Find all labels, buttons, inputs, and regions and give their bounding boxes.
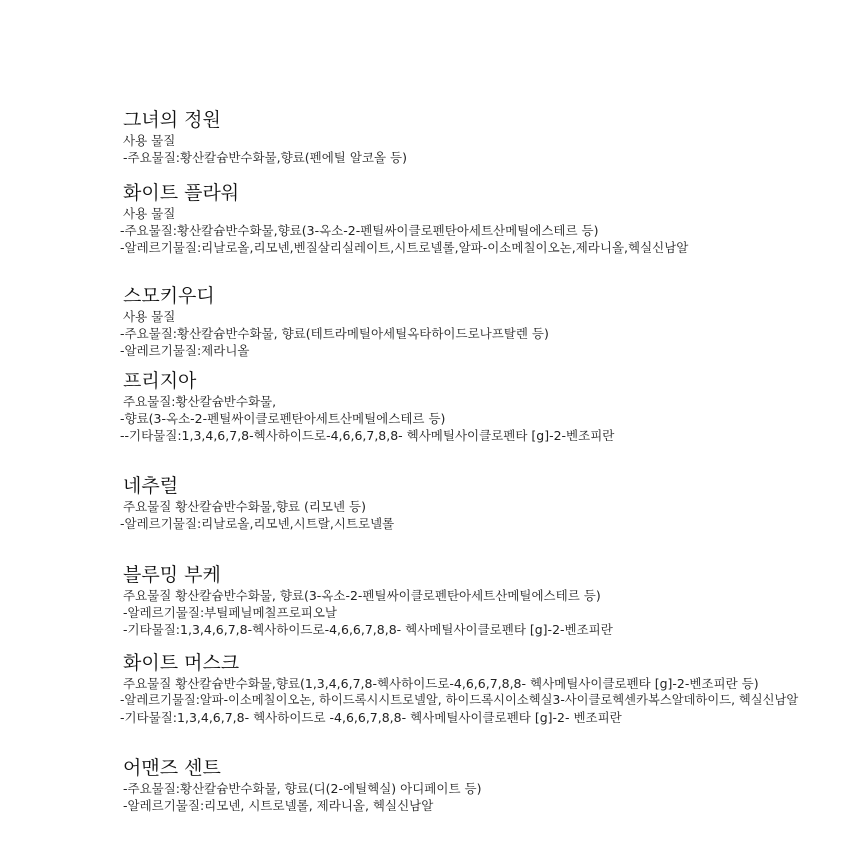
section-amens-scent	[0, 756, 860, 814]
section-line: -알레르기물질:알파-이소메칠이오논, 하이드록시시트로넬알, 하이드록시이소헥실3-사이클로헥센카복스알데하이드, 헥실신남알	[120, 693, 799, 707]
section-line: -알레르기물질:부틸페닐메칠프로피오날	[123, 605, 337, 620]
section-white-musk	[0, 651, 860, 726]
section-title: 네추럴	[123, 475, 179, 497]
section-her-garden	[0, 108, 860, 166]
section-line: 사용 물질	[123, 206, 176, 221]
section-line: 주요물질 황산칼슘반수화물, 향료(3-옥소-2-펜틸싸이클로펜탄아세트산메틸에스테르 등)	[123, 588, 601, 603]
section-line: -주요물질:황산칼슘반수화물, 향료(테트라메틸아세틸옥타하이드로나프탈렌 등)	[120, 326, 549, 341]
section-line: -주요물질:황산칼슘반수화물,향료(펜에틸 알코올 등)	[123, 150, 407, 165]
section-line: -기타물질:1,3,4,6,7,8- 헥사하이드로 -4,6,6,7,8,8- 헥사메틸사이클로펜타 [g]-2- 벤조피란	[120, 710, 622, 725]
section-line: 사용 물질	[123, 309, 176, 324]
section-title: 그녀의 정원	[123, 109, 221, 131]
section-line: --기타물질:1,3,4,6,7,8-헥사하이드로-4,6,6,7,8,8- 헥사메틸사이클로펜타 [g]-2-벤조피란	[120, 428, 615, 443]
section-title: 화이트 플라워	[123, 182, 240, 204]
section-title: 어맨즈 센트	[123, 757, 221, 779]
section-line: -알레르기물질:제라니올	[120, 343, 250, 358]
section-title: 스모키우디	[123, 285, 215, 307]
section-line: -알레르기물질:리모넨, 시트로넬롤, 제라니올, 헥실신남알	[123, 798, 434, 813]
section-blooming-bouquet	[0, 563, 860, 638]
section-line: -알레르기물질:리날로올,리모넨,벤질살리실레이트,시트로넬롤,알파-이소메칠이오논,제라니올,헥실신남알	[120, 240, 689, 255]
section-freesia	[0, 369, 860, 444]
section-white-flower	[0, 181, 860, 256]
section-line: -향료(3-옥소-2-펜틸싸이클로펜탄아세트산메틸에스테르 등)	[120, 411, 446, 426]
section-line: 주요물질 황산칼슘반수화물,향료 (리모넨 등)	[123, 499, 366, 514]
section-line: -주요물질:황산칼슘반수화물,향료(3-옥소-2-펜틸싸이클로펜탄아세트산메틸에스테르 등)	[120, 223, 599, 238]
section-line: 사용 물질	[123, 133, 176, 148]
section-title: 프리지아	[123, 370, 197, 392]
section-smoky-woody	[0, 284, 860, 359]
section-line: -기타물질:1,3,4,6,7,8-헥사하이드로-4,6,6,7,8,8- 헥사메틸사이클로펜타 [g]-2-벤조피란	[123, 622, 613, 637]
section-line: -알레르기물질:리날로올,리모넨,시트랄,시트로넬롤	[120, 516, 395, 531]
section-title: 화이트 머스크	[123, 652, 240, 674]
section-line: 주요물질:황산칼슘반수화물,	[123, 394, 277, 409]
section-line: 주요물질 황산칼슘반수화물,향료(1,3,4,6,7,8-헥사하이드로-4,6,6,7,8,8- 헥사메틸사이클로펜타 [g]-2-벤조피란 등)	[123, 676, 759, 691]
section-title: 블루밍 부케	[123, 564, 221, 586]
section-line: -주요물질:황산칼슘반수화물, 향료(디(2-에틸헥실) 아디페이트 등)	[123, 781, 482, 796]
section-natural	[0, 474, 860, 532]
